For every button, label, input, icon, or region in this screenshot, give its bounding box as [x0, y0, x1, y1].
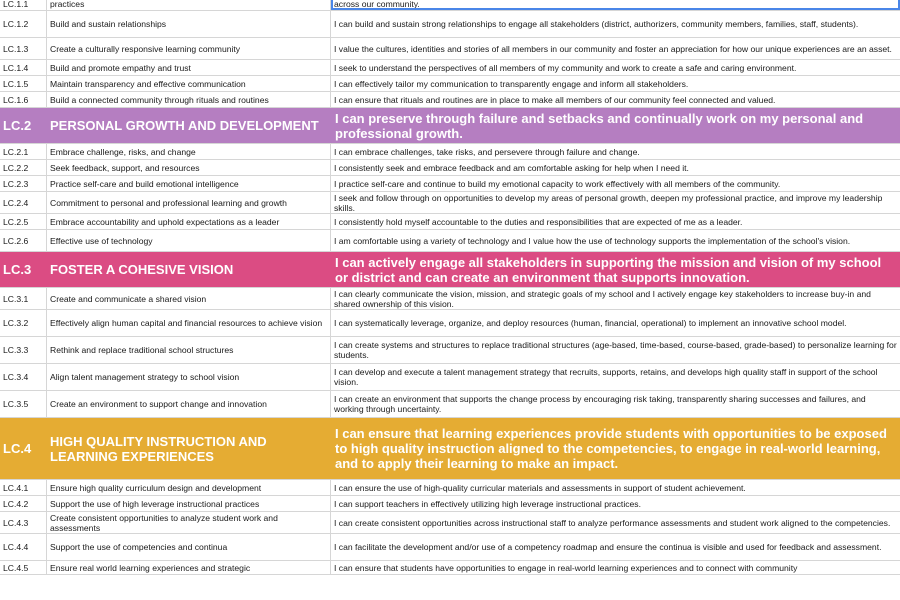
code-cell[interactable]: LC.4.3	[0, 512, 47, 533]
table-row[interactable]	[0, 337, 900, 364]
description-cell[interactable]: I can create consistent opportunities across instructional staff to analyze performance assessments and student work aligned to the competencies.	[334, 517, 891, 528]
code-cell[interactable]: LC.1.4	[0, 60, 47, 75]
competency-cell[interactable]: Rethink and replace traditional school structures	[47, 337, 331, 363]
competency-cell[interactable]: Effectively align human capital and financial resources to achieve vision	[47, 310, 331, 336]
description-cell[interactable]: I can ensure that learning experiences provide students with opportunities to be exposed to high quality instruction aligned to the competencies, to engage in real-world learning, and to apply their learning to make an impact.	[335, 426, 887, 471]
competency-cell[interactable]: Maintain transparency and effective communication	[47, 76, 331, 91]
code-cell[interactable]: LC.1.6	[0, 92, 47, 107]
description-cell[interactable]: I can create an environment that supports the change process by encouraging risk taking, transparently sharing successes and failures, and working through uncertainty.	[334, 394, 866, 414]
competency-cell[interactable]: Practice self-care and build emotional intelligence	[47, 176, 331, 191]
table-row[interactable]	[0, 496, 900, 512]
code-cell[interactable]: LC.2.4	[0, 192, 47, 213]
description-cell[interactable]: I can preserve through failure and setbacks and continually work on my personal and professional growth.	[335, 110, 864, 141]
competency-cell[interactable]: Ensure real world learning experiences and strategic	[47, 561, 331, 574]
competency-cell[interactable]: PERSONAL GROWTH AND DEVELOPMENT	[50, 118, 319, 133]
competency-cell[interactable]: Build a connected community through rituals and routines	[47, 92, 331, 107]
description-cell[interactable]: I seek and follow through on opportunities to develop my areas of personal growth, deepen my professional practice, and improve my leadership skills.	[334, 192, 883, 213]
code-cell[interactable]: LC.3.2	[0, 310, 47, 336]
description-cell[interactable]: I can systematically leverage, organize, and deploy resources (human, financial, operational) to implement an innovative school model.	[334, 318, 847, 328]
competency-cell[interactable]: Create and communicate a shared vision	[47, 288, 331, 309]
table-row[interactable]	[0, 92, 900, 108]
table-row[interactable]	[0, 214, 900, 230]
description-cell[interactable]: I consistently hold myself accountable to the duties and responsibilities that are expected of me as a leader.	[334, 216, 743, 227]
section-header-row[interactable]	[0, 252, 900, 288]
table-row[interactable]	[0, 230, 900, 252]
description-cell[interactable]: I value the cultures, identities and stories of all members in our community and foster an appreciation for how our unique experiences are an asset.	[334, 43, 892, 54]
table-row[interactable]	[0, 11, 900, 38]
section-header-row[interactable]	[0, 108, 900, 144]
description-cell[interactable]: I can create systems and structures to replace traditional structures (age-based, time-based, course-based, grade-based) to personalize learning for students.	[334, 340, 897, 360]
code-cell[interactable]: LC.2.5	[0, 214, 47, 229]
table-row[interactable]	[0, 38, 900, 60]
description-cell[interactable]: I am comfortable using a variety of technology and I value how the use of technology supports the implementation of the school's vision.	[334, 235, 851, 246]
table-row[interactable]	[0, 364, 900, 391]
code-cell[interactable]: LC.4	[3, 440, 32, 456]
competency-cell[interactable]: practices	[47, 0, 331, 10]
code-cell[interactable]: LC.4.4	[0, 534, 47, 560]
code-cell[interactable]: LC.1.2	[0, 11, 47, 37]
competency-cell[interactable]: HIGH QUALITY INSTRUCTION AND LEARNING EXPERIENCES	[50, 433, 267, 464]
table-row[interactable]	[0, 60, 900, 76]
description-cell[interactable]: I can ensure the use of high-quality curricular materials and assessments in support of student achievement.	[334, 482, 746, 493]
competency-cell[interactable]: Build and promote empathy and trust	[47, 60, 331, 75]
code-cell[interactable]: LC.4.2	[0, 496, 47, 511]
competency-cell[interactable]: Effective use of technology	[47, 230, 331, 251]
code-cell[interactable]: LC.1.1	[0, 0, 47, 10]
competency-cell[interactable]: Support the use of high leverage instructional practices	[47, 496, 331, 511]
table-row[interactable]	[0, 160, 900, 176]
table-row[interactable]	[0, 512, 900, 534]
description-cell[interactable]: I can support teachers in effectively utilizing high leverage instructional practices.	[334, 498, 641, 509]
table-row[interactable]	[0, 176, 900, 192]
code-cell[interactable]: LC.2.1	[0, 144, 47, 159]
competency-cell[interactable]: Ensure high quality curriculum design and development	[47, 480, 331, 495]
code-cell[interactable]: LC.3.1	[0, 288, 47, 309]
code-cell[interactable]: LC.3.5	[0, 391, 47, 417]
table-row[interactable]	[0, 561, 900, 575]
code-cell[interactable]: LC.4.1	[0, 480, 47, 495]
competency-cell[interactable]: Create consistent opportunities to analyze student work and assessments	[47, 512, 331, 533]
table-row[interactable]	[0, 480, 900, 496]
table-row[interactable]	[0, 288, 900, 310]
description-cell[interactable]: I can embrace challenges, take risks, and persevere through failure and change.	[334, 146, 640, 157]
table-row[interactable]	[0, 534, 900, 561]
competency-cell[interactable]: Support the use of competencies and continua	[47, 534, 331, 560]
table-row[interactable]	[0, 76, 900, 92]
competency-cell[interactable]: Align talent management strategy to school vision	[47, 364, 331, 390]
description-cell[interactable]: across our community.	[331, 0, 900, 10]
code-cell[interactable]: LC.2	[3, 117, 32, 133]
description-cell[interactable]: I consistently seek and embrace feedback and am comfortable asking for help when I need it.	[334, 162, 689, 173]
code-cell[interactable]: LC.2.6	[0, 230, 47, 251]
competency-cell[interactable]: Create an environment to support change and innovation	[47, 391, 331, 417]
competency-cell[interactable]: Embrace challenge, risks, and change	[47, 144, 331, 159]
description-cell[interactable]: I can clearly communicate the vision, mission, and strategic goals of my school and I actively engage key stakeholders to increase buy-in and shared ownership of this vision.	[334, 288, 871, 309]
code-cell[interactable]: LC.1.3	[0, 38, 47, 59]
description-cell[interactable]: I can develop and execute a talent management strategy that recruits, supports, retains, and develops high quality staff in support of the school vision.	[334, 367, 878, 387]
competency-cell[interactable]: Commitment to personal and professional learning and growth	[47, 192, 331, 213]
competency-cell[interactable]: Build and sustain relationships	[47, 11, 331, 37]
description-cell[interactable]: I practice self-care and continue to build my emotional capacity to work effectively with all members of the community.	[334, 178, 781, 189]
description-cell[interactable]: I can ensure that students have opportunities to engage in real-world learning experiences and to connect with community	[334, 562, 798, 573]
code-cell[interactable]: LC.4.5	[0, 561, 47, 574]
description-cell[interactable]: I can facilitate the development and/or use of a competency roadmap and ensure the continua is visible and used for feedback and assessment.	[334, 542, 882, 552]
description-cell[interactable]: I seek to understand the perspectives of all members of my community and work to create a safe and caring environment.	[334, 62, 797, 73]
description-cell[interactable]: I can ensure that rituals and routines are in place to make all members of our community feel connected and valued.	[334, 94, 776, 105]
table-row[interactable]	[0, 391, 900, 418]
code-cell[interactable]: LC.2.3	[0, 176, 47, 191]
table-row[interactable]	[0, 144, 900, 160]
code-cell[interactable]: LC.3	[3, 261, 32, 277]
competency-cell[interactable]: Seek feedback, support, and resources	[47, 160, 331, 175]
code-cell[interactable]: LC.3.3	[0, 337, 47, 363]
table-row[interactable]	[0, 0, 900, 11]
competency-cell[interactable]: Create a culturally responsive learning community	[47, 38, 331, 59]
description-cell[interactable]: I can effectively tailor my communication to transparently engage and inform all stakeholders.	[334, 78, 689, 89]
code-cell[interactable]: LC.3.4	[0, 364, 47, 390]
section-header-row[interactable]	[0, 418, 900, 480]
table-row[interactable]	[0, 192, 900, 214]
table-row[interactable]	[0, 310, 900, 337]
competency-cell[interactable]: Embrace accountability and uphold expectations as a leader	[47, 214, 331, 229]
description-cell[interactable]: I can actively engage all stakeholders in supporting the mission and vision of my school or district and can create an environment that supports innovation.	[335, 254, 882, 285]
competency-cell[interactable]: FOSTER A COHESIVE VISION	[50, 262, 234, 277]
code-cell[interactable]: LC.1.5	[0, 76, 47, 91]
description-cell[interactable]: I can build and sustain strong relationships to engage all stakeholders (district, authorizers, community members, families, staff, students).	[334, 19, 859, 29]
code-cell[interactable]: LC.2.2	[0, 160, 47, 175]
